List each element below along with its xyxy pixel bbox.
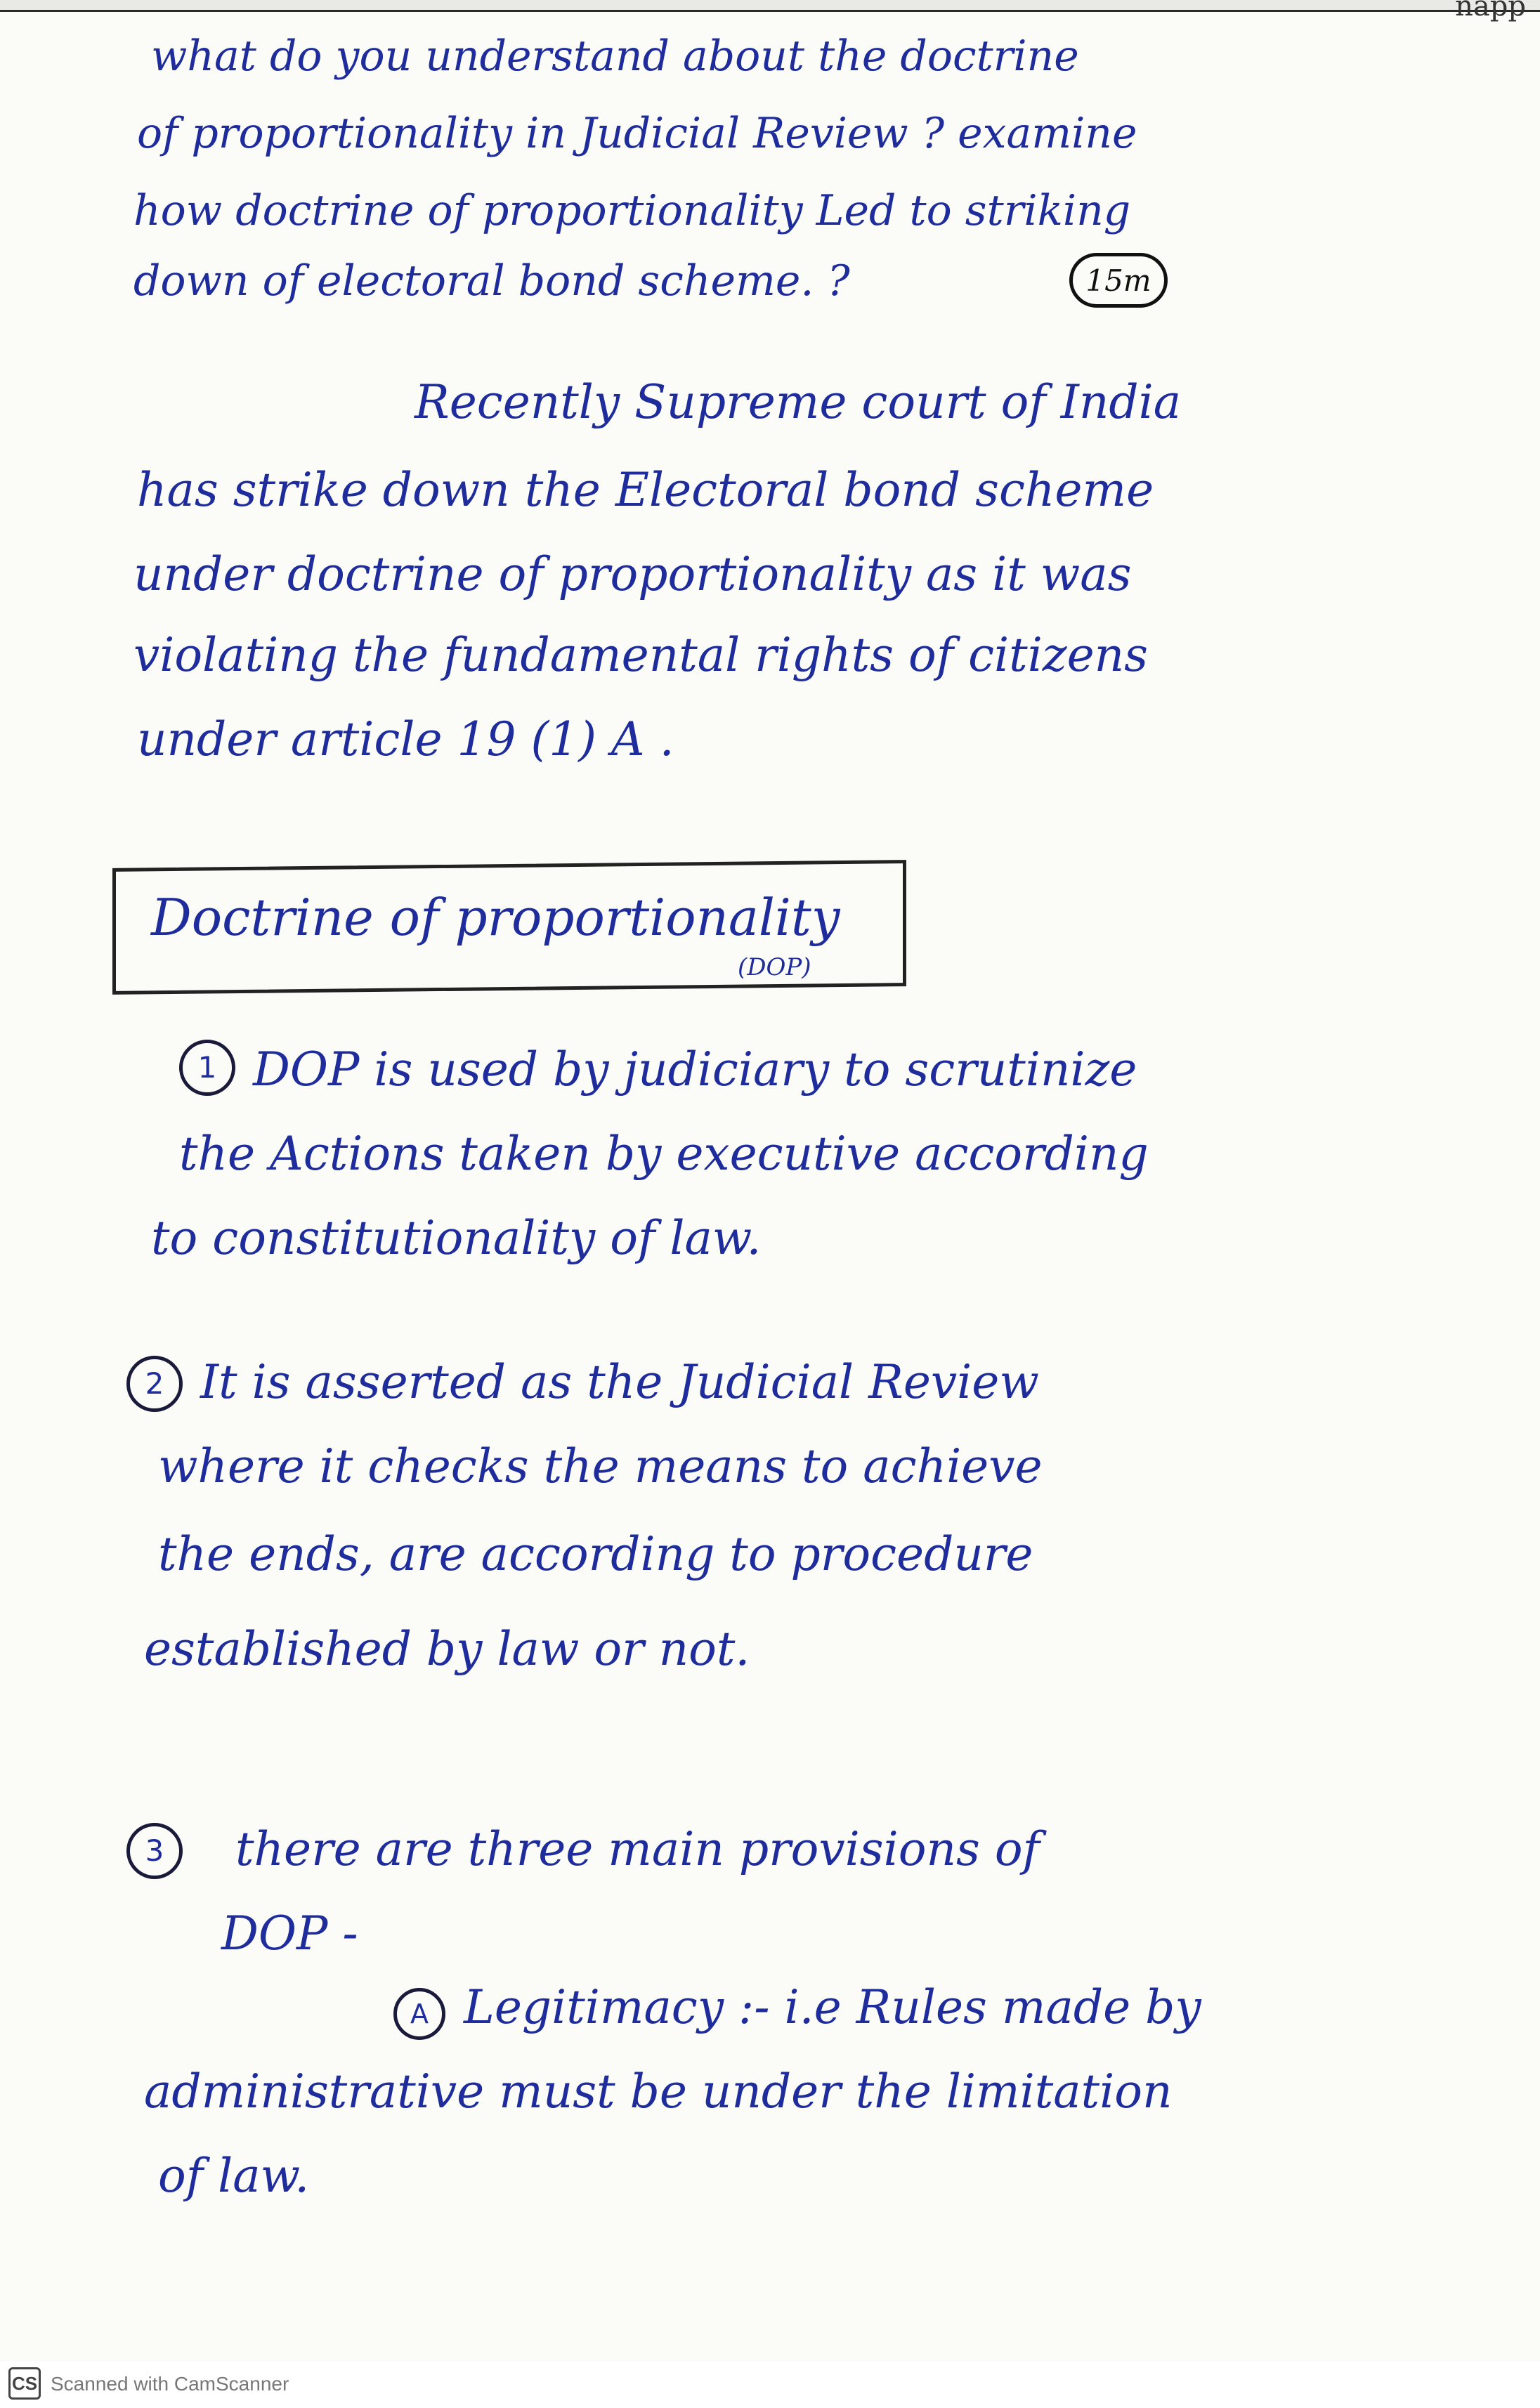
question-line-2: of proportionality in Judicial Review ? examine (137, 109, 1137, 158)
intro-line-4: violating the fundamental rights of citizens (133, 628, 1149, 682)
point-1-line-1: DOP is used by judiciary to scrutinize (253, 1042, 1137, 1097)
point-1-line-3: to constitutionality of law. (151, 1211, 762, 1265)
question-line-4: down of electoral bond scheme. ? (133, 256, 850, 306)
heading-abbr: (DOP) (738, 953, 811, 981)
corner-text: napp (1455, 0, 1526, 22)
point-2-line-3: the ends, are according to procedure (158, 1527, 1033, 1581)
point-3-line-1: there are three main provisions of (235, 1822, 1040, 1876)
point-2-line-4: established by law or not. (144, 1622, 750, 1676)
sub-point-a-line-2: administrative must be under the limitation (144, 2065, 1173, 2119)
question-line-1: what do you understand about the doctrine (151, 32, 1079, 81)
sub-point-a-line-3: of law. (158, 2149, 310, 2203)
scanner-footer (0, 2362, 1540, 2408)
point-number-3: 3 (126, 1823, 183, 1879)
point-2-line-1: It is asserted as the Judicial Review (200, 1355, 1039, 1409)
intro-line-5: under article 19 (1) A . (137, 712, 674, 766)
question-line-3: how doctrine of proportionality Led to striking (133, 186, 1131, 235)
sub-point-a-line-1: Legitimacy :- i.e Rules made by (464, 1980, 1201, 2034)
intro-line-3: under doctrine of proportionality as it was (133, 547, 1132, 601)
marks-badge: 15m (1069, 253, 1168, 308)
point-3-line-2: DOP - (221, 1906, 358, 1961)
point-number-2: 2 (126, 1356, 183, 1412)
sub-point-letter-a: A (393, 1988, 445, 2040)
page-top-edge (0, 0, 1540, 22)
camscanner-logo-icon: CS (8, 2367, 41, 2400)
heading-title: Doctrine of proportionality (151, 888, 840, 947)
intro-line-1: Recently Supreme court of India (415, 375, 1182, 429)
point-1-line-2: the Actions taken by executive according (179, 1127, 1149, 1181)
intro-line-2: has strike down the Electoral bond scheme (137, 463, 1154, 517)
scanner-watermark-text: Scanned with CamScanner (51, 2373, 289, 2395)
point-2-line-2: where it checks the means to achieve (158, 1439, 1043, 1493)
point-number-1: 1 (179, 1040, 235, 1096)
